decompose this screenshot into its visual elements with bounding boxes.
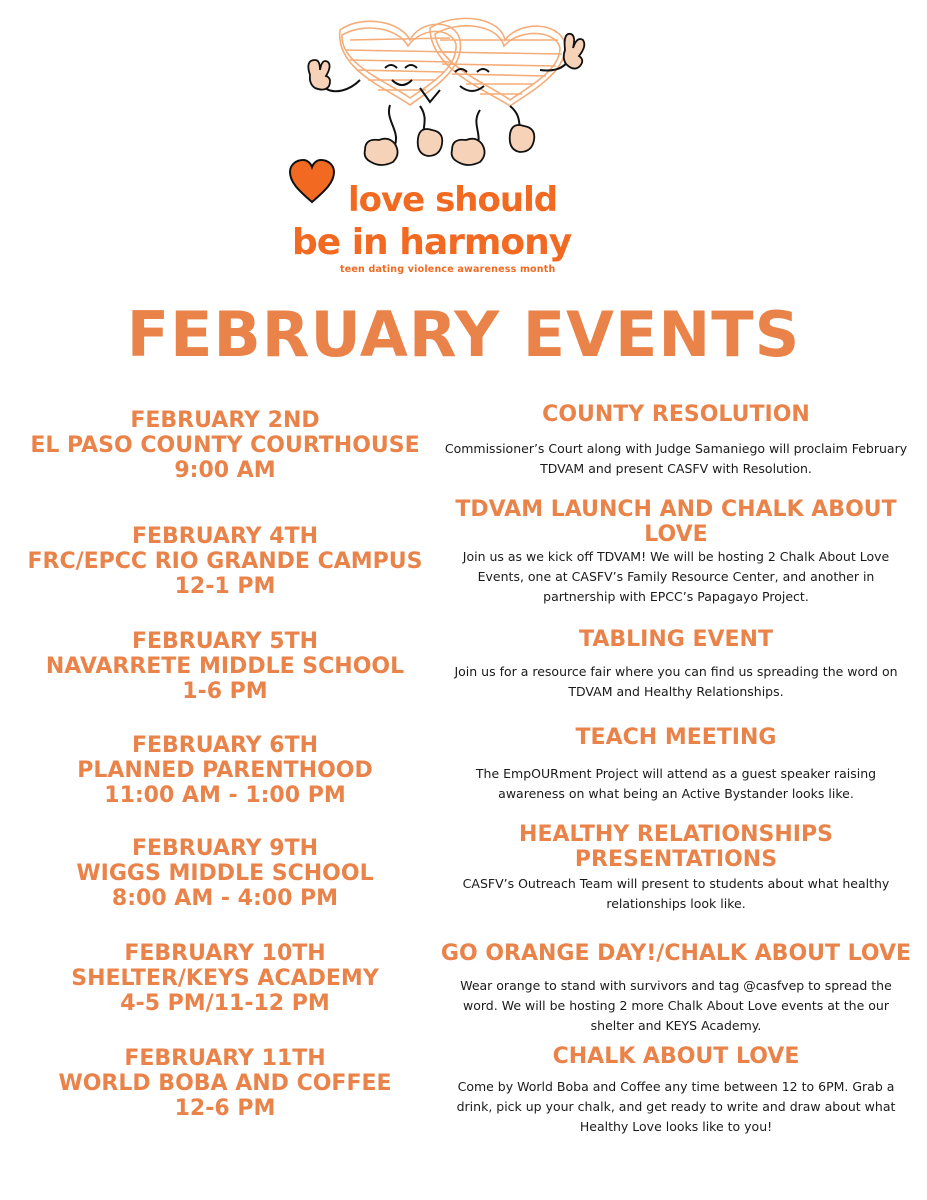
event-when <box>10 524 440 599</box>
event-when <box>10 408 440 483</box>
event-time: 12-6 PM <box>174 1096 276 1121</box>
event-time: 12-1 PM <box>174 574 276 599</box>
event-location: EL PASO COUNTY COURTHOUSE <box>30 433 420 458</box>
event-when <box>10 941 440 1016</box>
event-title: COUNTY RESOLUTION <box>542 402 810 427</box>
event-description: Join us for a resource fair where you can find us spreading the word on TDVAM and Healthy Relationships. <box>454 664 898 699</box>
event-time: 8:00 AM - 4:00 PM <box>111 886 339 911</box>
event-time: 1-6 PM <box>182 679 268 704</box>
brand-tagline: teen dating violence awareness month <box>340 264 556 275</box>
event-details <box>435 725 917 804</box>
event-details <box>435 402 917 479</box>
event-title: GO ORANGE DAY!/CHALK ABOUT LOVE <box>440 941 912 966</box>
event-title: TEACH MEETING <box>575 725 777 750</box>
event-location: SHELTER/KEYS ACADEMY <box>71 966 379 991</box>
event-description: CASFV’s Outreach Team will present to students about what healthy relationships look like. <box>462 876 890 911</box>
event-details <box>435 822 917 914</box>
brand-line-2: be in harmony <box>292 222 572 263</box>
event-when <box>10 836 440 911</box>
event-location: PLANNED PARENTHOOD <box>77 758 373 783</box>
event-time: 4-5 PM/11-12 PM <box>120 991 330 1016</box>
event-date: FEBRUARY 5TH <box>131 629 319 654</box>
event-time: 9:00 AM <box>174 458 276 483</box>
event-description: Commissioner’s Court along with Judge Samaniego will proclaim February TDVAM and present CASFV with Resolution. <box>444 441 908 476</box>
event-description: Wear orange to stand with survivors and tag @casfvep to spread the word. We will be hosting 2 more Chalk About Love events at the our shelter and KEYS Academy. <box>460 978 892 1033</box>
event-details <box>435 627 917 702</box>
heart-icon <box>288 158 336 206</box>
event-when <box>10 629 440 704</box>
event-date: FEBRUARY 2ND <box>130 408 320 433</box>
event-details <box>435 1044 917 1137</box>
event-when <box>10 1046 440 1121</box>
event-date: FEBRUARY 6TH <box>131 733 319 758</box>
event-title: TABLING EVENT <box>579 627 773 652</box>
event-date: FEBRUARY 4TH <box>131 524 319 549</box>
event-time: 11:00 AM - 1:00 PM <box>104 783 346 808</box>
event-title: HEALTHY RELATIONSHIPS PRESENTATIONS <box>519 822 833 872</box>
event-date: FEBRUARY 10TH <box>124 941 326 966</box>
event-location: WORLD BOBA AND COFFEE <box>58 1071 392 1096</box>
brand-line-1: love should <box>348 180 558 220</box>
event-date: FEBRUARY 9TH <box>131 836 319 861</box>
event-description: Join us as we kick off TDVAM! We will be hosting 2 Chalk About Love Events, one at CASFV’s Family Resource Center, and another in partnership with EPCC’s Papagayo Project. <box>462 549 890 604</box>
event-title: TDVAM LAUNCH AND CHALK ABOUT LOVE <box>455 497 897 547</box>
event-location: WIGGS MIDDLE SCHOOL <box>76 861 374 886</box>
event-date: FEBRUARY 11TH <box>124 1046 326 1071</box>
event-location: FRC/EPCC RIO GRANDE CAMPUS <box>27 549 423 574</box>
page-title: FEBRUARY EVENTS <box>126 298 801 371</box>
event-title: CHALK ABOUT LOVE <box>552 1044 800 1069</box>
event-when <box>10 733 440 808</box>
event-description: Come by World Boba and Coffee any time between 12 to 6PM. Grab a drink, pick up your chalk, and get ready to write and draw about what Healthy Love looks like to you! <box>456 1079 896 1134</box>
event-details <box>435 497 917 607</box>
event-details <box>435 941 917 1036</box>
event-location: NAVARRETE MIDDLE SCHOOL <box>45 654 405 679</box>
event-description: The EmpOURment Project will attend as a guest speaker raising awareness on what being an Active Bystander looks like. <box>475 766 877 801</box>
